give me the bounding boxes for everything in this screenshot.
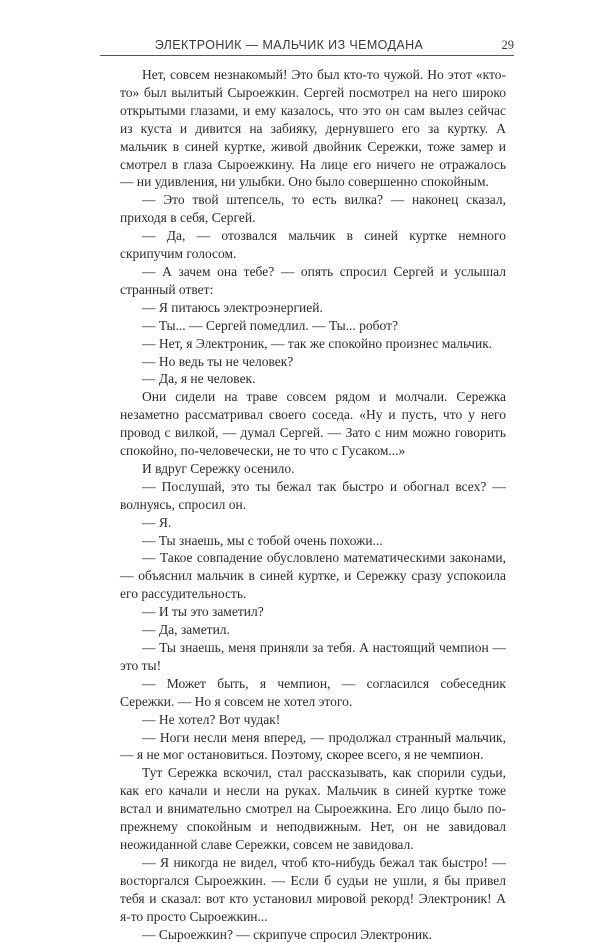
paragraph: — Я питаюсь электроэнергией. bbox=[120, 299, 506, 317]
paragraph: — Ты знаешь, меня приняли за тебя. А настоящий чемпион — это ты! bbox=[120, 639, 506, 675]
header-rule bbox=[100, 55, 514, 56]
body-text bbox=[120, 66, 506, 943]
paragraph: — Ты... — Сергей помедлил. — Ты... робот? bbox=[120, 317, 506, 335]
paragraph: — Я. bbox=[120, 514, 506, 532]
paragraph: — Послушай, это ты бежал так быстро и обогнал всех? — волнуясь, спросил он. bbox=[120, 478, 506, 514]
paragraph: — Ты знаешь, мы с тобой очень похожи... bbox=[120, 532, 506, 550]
running-title: ЭЛЕКТРОНИК — МАЛЬЧИК ИЗ ЧЕМОДАНА bbox=[100, 38, 478, 52]
page-number: 29 bbox=[502, 38, 515, 53]
paragraph: Нет, совсем незнакомый! Это был кто-то чужой. Но этот «кто-то» был вылитый Сыроежкин. Сергей посмотрел на него широко открытыми глазами, и ему казалось, что это он сам вылез сейчас из куста и дивится на забияку, дернувшего его за куртку. А мальчик в синей куртке, живой двойник Сережки, тоже замер и смотрел в глаза Сыроежкину. На лице его ничего не отражалось — ни удивления, ни улыбки. Оно было совершенно спокойным. bbox=[120, 66, 506, 191]
paragraph: — Я никогда не видел, чтоб кто-нибудь бежал так быстро! — восторгался Сыроежкин. — Если б судьи не ушли, я бы привел тебя и сказал: вот кто установил мировой рекорд! Электроник! А я-то просто Сыроежкин... bbox=[120, 854, 506, 926]
paragraph: И вдруг Сережку осенило. bbox=[120, 460, 506, 478]
paragraph: Тут Сережка вскочил, стал рассказывать, как спорили судьи, как его качали и несли на руках. Мальчик в синей куртке тоже встал и внимательно смотрел на Сыроежкина. Его лицо было по-прежнему спокойным и неподвижным. Нет, он не завидовал неожиданной славе Сережки, совсем не завидовал. bbox=[120, 764, 506, 854]
paragraph: — Но ведь ты не человек? bbox=[120, 353, 506, 371]
paragraph: — А зачем она тебе? — опять спросил Сергей и услышал странный ответ: bbox=[120, 263, 506, 299]
paragraph: — Не хотел? Вот чудак! bbox=[120, 711, 506, 729]
paragraph: — Такое совпадение обусловлено математическими законами, — объяснил мальчик в синей куртке, и Сережку сразу успокоила его рассудительность. bbox=[120, 549, 506, 603]
paragraph: — Может быть, я чемпион, — согласился собеседник Сережки. — Но я совсем не хотел этого. bbox=[120, 675, 506, 711]
paragraph: Они сидели на траве совсем рядом и молчали. Сережка незаметно рассматривал своего соседа. «Ну и пусть, что у него провод с вилкой, — думал Сергей. — Зато с ним можно говорить спокойно, по-человечески, не то что с Гусаком...» bbox=[120, 388, 506, 460]
paragraph: — Это твой штепсель, то есть вилка? — наконец сказал, приходя в себя, Сергей. bbox=[120, 191, 506, 227]
paragraph: — И ты это заметил? bbox=[120, 603, 506, 621]
paragraph: — Да, заметил. bbox=[120, 621, 506, 639]
paragraph: — Да, я не человек. bbox=[120, 370, 506, 388]
paragraph: — Нет, я Электроник, — так же спокойно произнес мальчик. bbox=[120, 335, 506, 353]
paragraph: — Да, — отозвался мальчик в синей куртке немного скрипучим голосом. bbox=[120, 227, 506, 263]
running-header bbox=[100, 37, 518, 55]
paragraph: — Сыроежкин? — скрипуче спросил Электроник. bbox=[120, 926, 506, 943]
paragraph: — Ноги несли меня вперед, — продолжал странный мальчик, — я не мог остановиться. Поэтому, скорее всего, я не чемпион. bbox=[120, 729, 506, 765]
